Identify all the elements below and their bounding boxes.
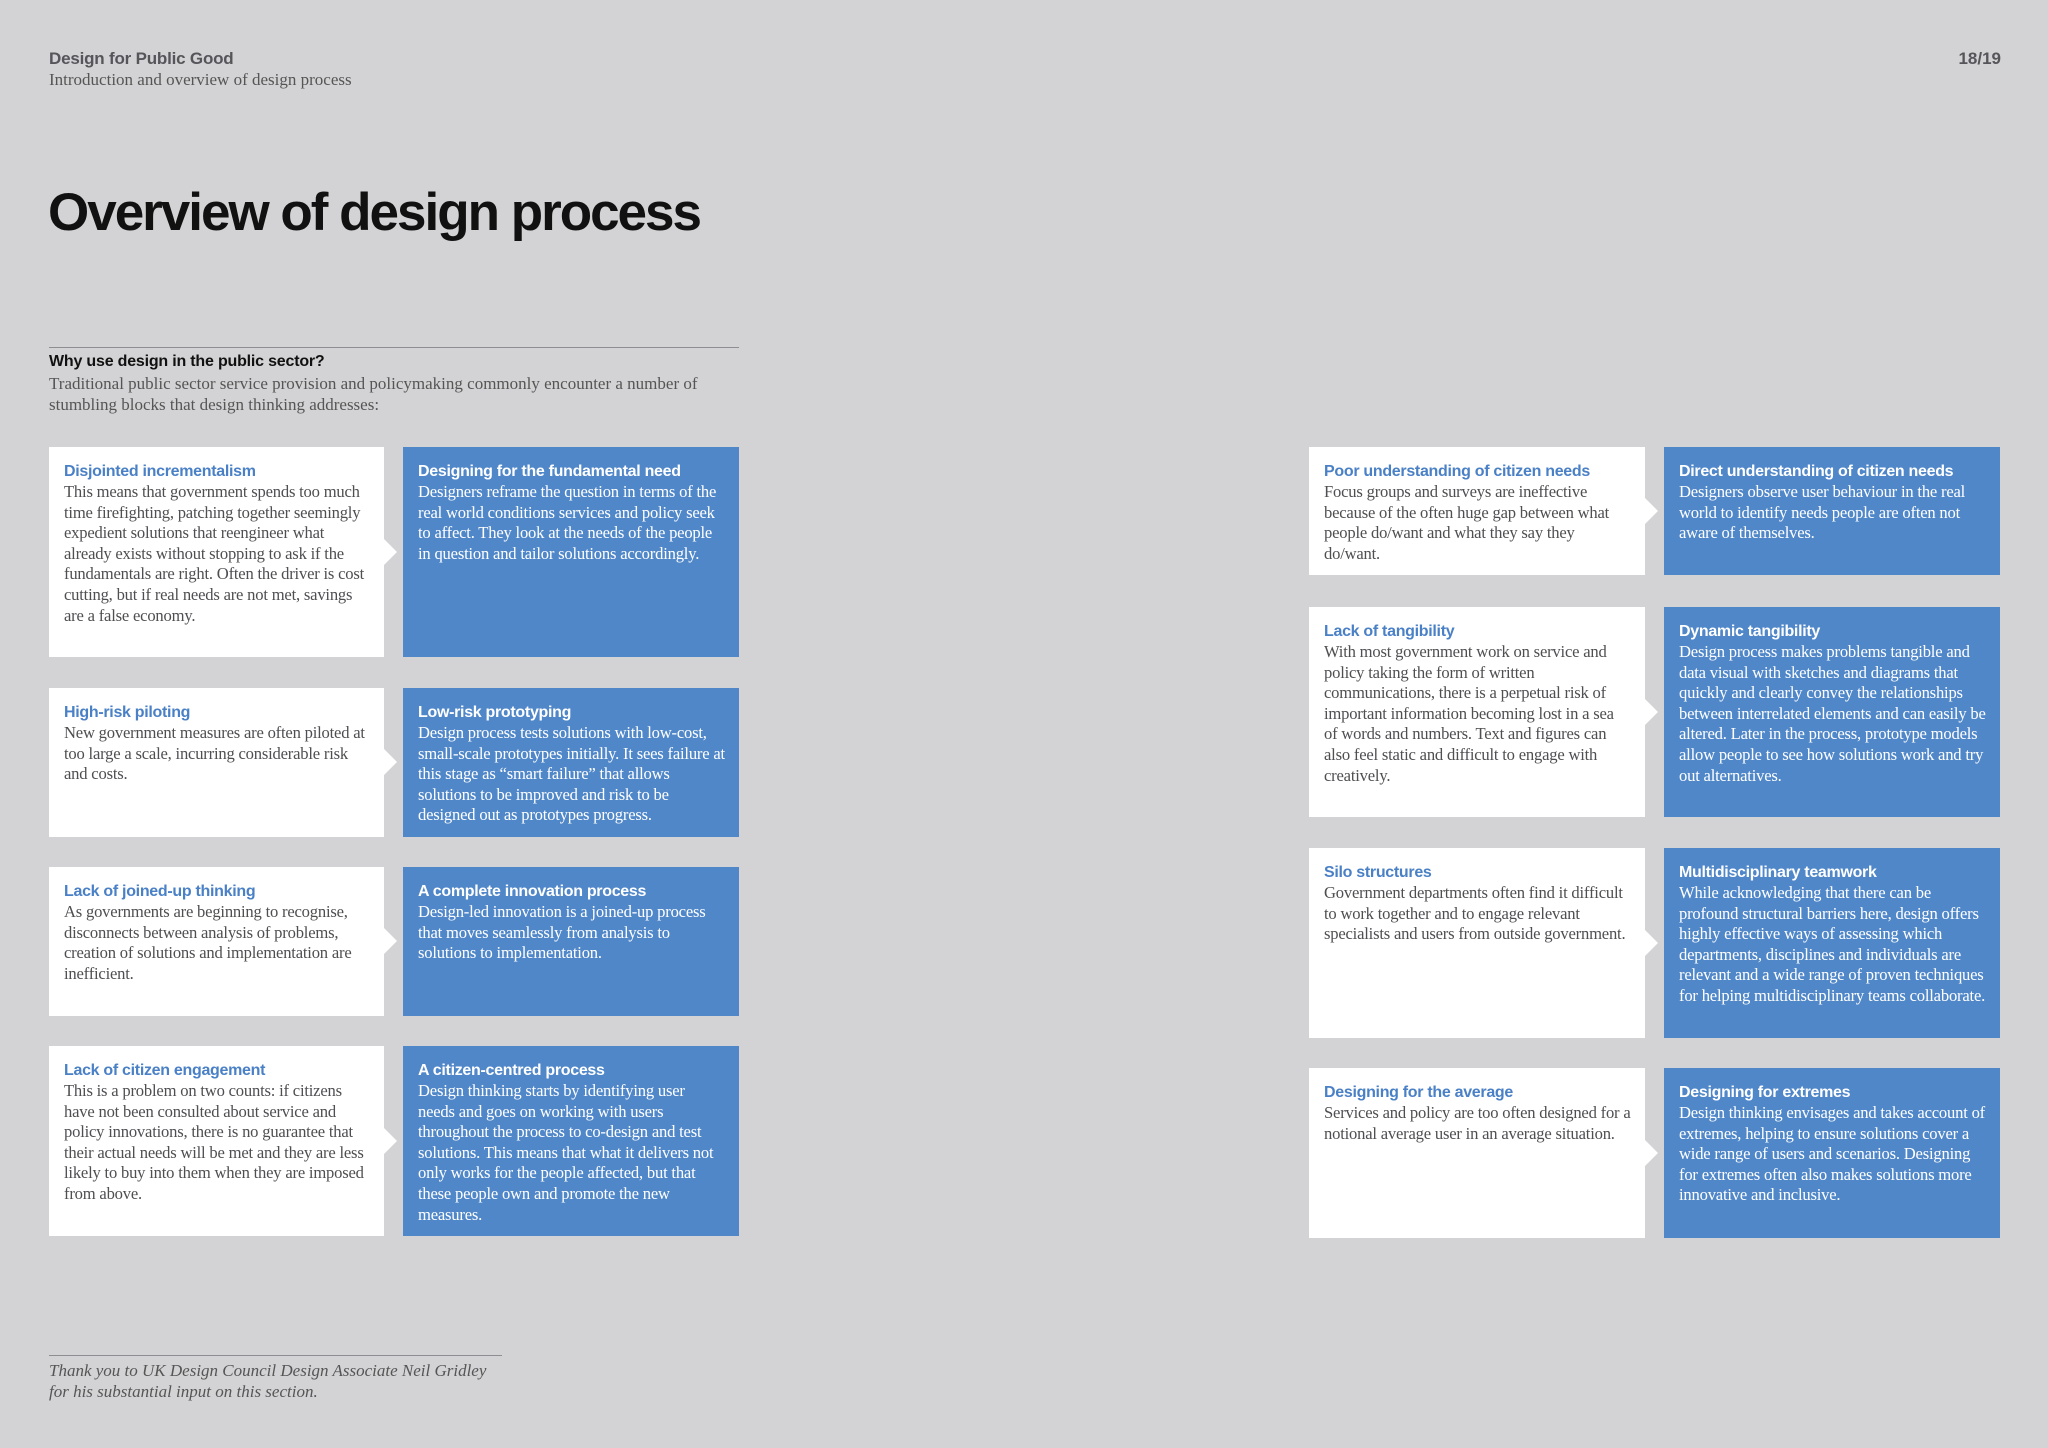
solution-title: Designing for the fundamental need — [418, 463, 681, 480]
arrow-right-icon — [384, 749, 397, 775]
intro-text: Traditional public sector service provision and policymaking commonly encounter a number of stumbling blocks that design thinking addresses: — [49, 374, 698, 414]
problem-card — [49, 1046, 384, 1236]
solution-body: Design-led innovation is a joined-up process that moves seamlessly from analysis to solutions to implementation. — [418, 902, 706, 963]
solution-title: Low-risk prototyping — [418, 704, 572, 721]
footer-divider — [49, 1355, 502, 1356]
problem-card — [49, 447, 384, 657]
arrow-right-icon — [384, 928, 397, 954]
problem-title: High-risk piloting — [64, 704, 191, 721]
solution-title: A complete innovation process — [418, 883, 647, 900]
problem-title: Designing for the average — [1324, 1084, 1513, 1101]
problem-title: Lack of citizen engagement — [64, 1062, 266, 1079]
document-title: Design for Public Good — [49, 49, 234, 68]
problem-card — [1309, 607, 1645, 817]
arrow-right-icon — [384, 539, 397, 565]
problem-title: Lack of joined-up thinking — [64, 883, 256, 900]
problem-title: Lack of tangibility — [1324, 623, 1455, 640]
problem-title: Poor understanding of citizen needs — [1324, 463, 1590, 480]
problem-body: Government departments often find it difficult to work together and to engage relevant specialists and users from outside government. — [1324, 883, 1626, 944]
footer-note: Thank you to UK Design Council Design Associate Neil Gridley for his substantial input on this section. — [49, 1361, 487, 1401]
solution-body: Design process tests solutions with low-cost, small-scale prototypes initially. It sees failure at this stage as “smart failure” that allows solutions to be improved and risk to be designed out as prototypes progress. — [418, 723, 725, 825]
arrow-right-icon — [1645, 699, 1658, 725]
solution-card — [1664, 1068, 2000, 1238]
solution-card — [1664, 848, 2000, 1038]
arrow-right-icon — [384, 1128, 397, 1154]
arrow-right-icon — [1645, 498, 1658, 524]
problem-body: New government measures are often piloted at too large a scale, incurring considerable risk and costs. — [64, 723, 365, 784]
solution-body: While acknowledging that there can be profound structural barriers here, design offers highly effective ways of assessing which departments, disciplines and individuals are relevant and a wide range of proven techniques for helping multidisciplinary teams collaborate. — [1679, 883, 1986, 1005]
solution-card — [1664, 607, 2000, 817]
solution-title: Multidisciplinary teamwork — [1679, 864, 1877, 881]
problem-card — [49, 867, 384, 1016]
problem-card — [1309, 447, 1645, 575]
problem-body: This means that government spends too much time firefighting, patching together seemingly expedient solutions that reengineer what already exists without stopping to ask if the fundamentals are right. Often the driver is cost cutting, but if real needs are not met, savings are a false economy. — [64, 482, 365, 625]
solution-body: Designers observe user behaviour in the real world to identify needs people are often not aware of themselves. — [1679, 482, 1966, 543]
intro-question: Why use design in the public sector? — [49, 353, 325, 370]
problem-body: Services and policy are too often designed for a notional average user in an average situation. — [1324, 1103, 1631, 1143]
document-subtitle: Introduction and overview of design process — [49, 70, 352, 89]
page-number: 18/19 — [1958, 49, 2001, 68]
solution-card — [1664, 447, 2000, 575]
solution-card — [403, 867, 739, 1016]
problem-body: Focus groups and surveys are ineffective because of the often huge gap between what people do/want and what they say they do/want. — [1324, 482, 1610, 563]
arrow-right-icon — [1645, 930, 1658, 956]
solution-body: Designers reframe the question in terms of the real world conditions services and policy seek to affect. They look at the needs of the people in question and tailor solutions accordingly. — [418, 482, 717, 563]
problem-card — [1309, 848, 1645, 1038]
solution-title: Designing for extremes — [1679, 1084, 1851, 1101]
solution-title: A citizen-centred process — [418, 1062, 605, 1079]
solution-title: Dynamic tangibility — [1679, 623, 1820, 640]
solution-card — [403, 447, 739, 657]
problem-title: Disjointed incrementalism — [64, 463, 256, 480]
problem-body: As governments are beginning to recognise, disconnects between analysis of problems, creation of solutions and implementation are inefficient. — [64, 902, 352, 983]
problem-body: This is a problem on two counts: if citizens have not been consulted about service and policy innovations, there is no guarantee that their actual needs will be met and they are less likely to buy into them when they are imposed from above. — [64, 1081, 364, 1203]
solution-title: Direct understanding of citizen needs — [1679, 463, 1954, 480]
solution-body: Design thinking envisages and takes account of extremes, helping to ensure solutions cover a wide range of users and scenarios. Designing for extremes often also makes solutions more innovative and inclusive. — [1679, 1103, 1986, 1205]
problem-card — [1309, 1068, 1645, 1238]
solution-card — [403, 688, 739, 837]
arrow-right-icon — [1645, 1140, 1658, 1166]
intro-divider — [49, 347, 739, 348]
problem-body: With most government work on service and policy taking the form of written communications, there is a perpetual risk of important information becoming lost in a sea of words and numbers. Text and figures can also feel static and difficult to engage with creatively. — [1324, 642, 1614, 785]
solution-card — [403, 1046, 739, 1236]
problem-card — [49, 688, 384, 837]
solution-body: Design thinking starts by identifying user needs and goes on working with users throughout the process to co-design and test solutions. This means that what it delivers not only works for the people affected, but that these people own and promote the new measures. — [418, 1081, 714, 1224]
problem-title: Silo structures — [1324, 864, 1432, 881]
page-title: Overview of design process — [48, 183, 700, 242]
solution-body: Design process makes problems tangible and data visual with sketches and diagrams that quickly and clearly convey the relationships between interrelated elements and can easily be altered. Later in the process, prototype models allow people to see how solutions work and try out alternatives. — [1679, 642, 1986, 785]
